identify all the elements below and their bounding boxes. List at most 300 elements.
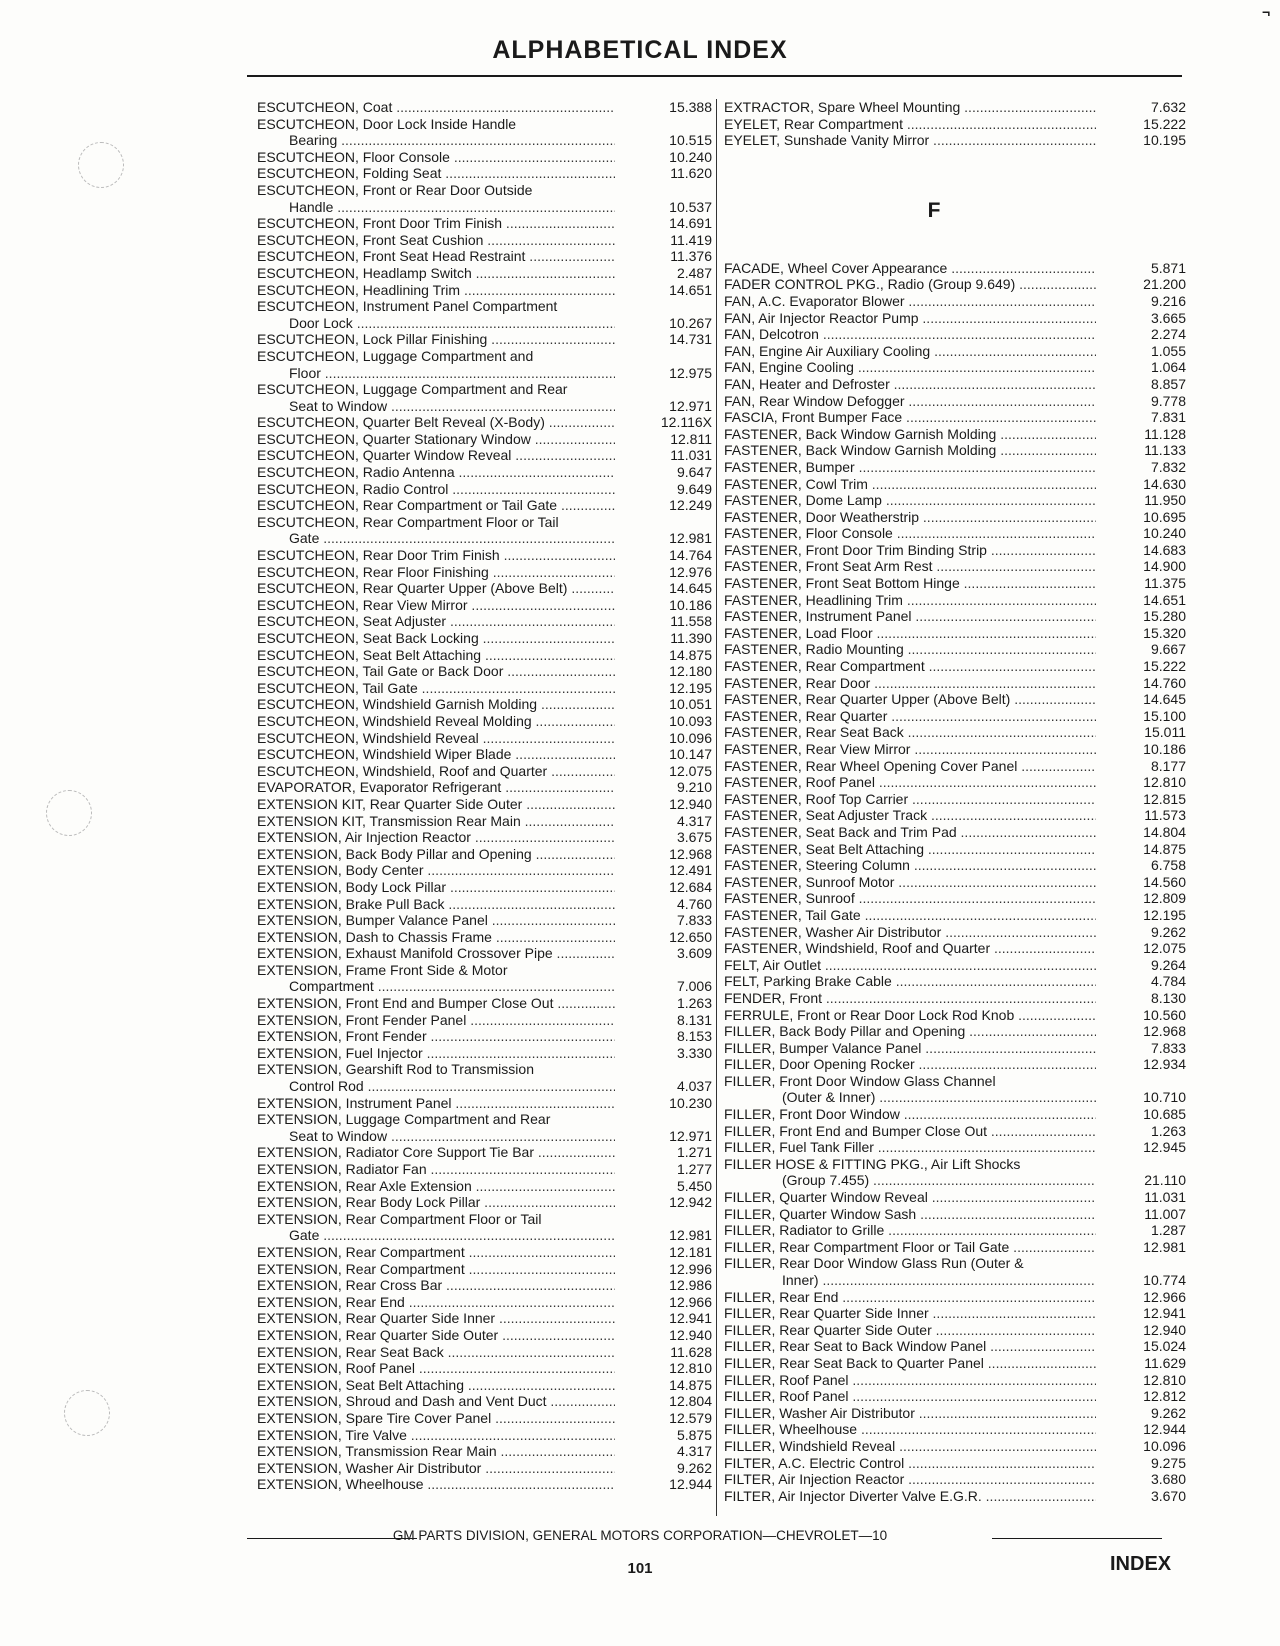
entry-page-ref: 15.222 (1143, 115, 1186, 132)
index-entry (257, 116, 712, 133)
entry-page-ref: 12.934 (1143, 1056, 1186, 1073)
index-column-right (724, 99, 1186, 1504)
entry-label: FILLER, Fuel Tank Filler ..... (724, 1139, 1096, 1156)
entry-page-ref: 14.875 (1143, 840, 1186, 857)
entry-page-ref: 11.628 (670, 1343, 712, 1360)
entry-page-ref: 10.695 (1143, 508, 1186, 525)
index-entry (724, 741, 1186, 758)
entry-page-ref: 1.271 (676, 1144, 712, 1161)
index-entry (724, 874, 1186, 891)
index-entry (724, 1305, 1186, 1322)
entry-page-ref: 12.579 (669, 1409, 712, 1426)
entry-label: EXTENSION, Dash to Chassis Frame ..... (257, 929, 615, 946)
entry-page-ref: 21.200 (1143, 276, 1186, 293)
entry-label: EXTENSION, Gearshift Rod to Transmission (257, 1061, 534, 1078)
entry-page-ref: 12.815 (1143, 790, 1186, 807)
entry-page-ref: 12.195 (1143, 906, 1186, 923)
entry-label: EXTENSION KIT, Transmission Rear Main ..... (257, 813, 615, 830)
entry-page-ref: 12.966 (669, 1293, 712, 1310)
entry-page-ref: 10.774 (1143, 1272, 1186, 1288)
entry-page-ref: 4.037 (676, 1078, 712, 1095)
index-entry (257, 1410, 712, 1427)
index-entry (257, 265, 712, 282)
index-entry (724, 376, 1186, 393)
index-entry (724, 459, 1186, 476)
entry-label: ESCUTCHEON, Radio Antenna ..... (257, 464, 615, 481)
entry-page-ref: 11.419 (670, 231, 712, 248)
entry-label: FASTENER, Sunroof ..... (724, 890, 1096, 907)
entry-page-ref: 9.667 (1150, 641, 1186, 658)
entry-page-ref: 12.944 (669, 1476, 712, 1493)
index-entry (724, 857, 1186, 874)
entry-label: FASTENER, Rear Quarter ..... (724, 708, 1096, 725)
entry-label: EXTENSION, Front Fender ..... (257, 1028, 615, 1045)
entry-label: FAN, Heater and Defroster ..... (724, 376, 1096, 393)
entry-page-ref: 11.133 (1144, 442, 1186, 459)
entry-label: FASTENER, Rear Wheel Opening Cover Panel ..... (724, 758, 1096, 775)
entry-label: EVAPORATOR, Evaporator Refrigerant ..... (257, 779, 615, 796)
entry-page-ref: 9.275 (1150, 1454, 1186, 1471)
index-entry (257, 1360, 712, 1377)
index-entry (724, 1073, 1186, 1090)
index-entry (724, 957, 1186, 974)
entry-label: FASTENER, Rear Door ..... (724, 675, 1096, 692)
entry-page-ref: 4.317 (676, 1443, 712, 1460)
index-entry (257, 680, 712, 697)
entry-label: ESCUTCHEON, Seat Belt Attaching ..... (257, 647, 615, 664)
entry-page-ref: 12.940 (1143, 1321, 1186, 1338)
entry-label: EXTENSION, Fuel Injector ..... (257, 1045, 615, 1062)
entry-page-ref: 15.011 (1144, 724, 1186, 741)
index-entry (724, 1372, 1186, 1389)
entry-label: EXTENSION, Instrument Panel ..... (257, 1095, 615, 1112)
entry-page-ref: 12.940 (669, 1326, 712, 1343)
entry-page-ref: 6.758 (1150, 857, 1186, 874)
entry-label: FASTENER, Cowl Trim ..... (724, 476, 1096, 493)
entry-page-ref: 12.249 (669, 497, 712, 514)
entry-label: EXTENSION, Body Center ..... (257, 862, 615, 879)
section-letter-f: F (927, 198, 941, 222)
title-rule (247, 75, 1182, 77)
entry-label: FASTENER, Roof Panel ..... (724, 774, 1096, 791)
entry-page-ref: 14.804 (1143, 823, 1186, 840)
index-entry (724, 724, 1186, 741)
entry-page-ref: 15.280 (1143, 608, 1186, 625)
entry-label: ESCUTCHEON, Rear Door Trim Finish ..... (257, 547, 615, 564)
index-entry (257, 165, 712, 182)
entry-label: FILLER, Back Body Pillar and Opening ..... (724, 1023, 1096, 1040)
index-entry (724, 132, 1186, 149)
index-entry (724, 1488, 1186, 1505)
entry-label: FASTENER, Steering Column ..... (724, 857, 1096, 874)
entry-page-ref: 14.875 (669, 646, 712, 663)
index-entry (724, 807, 1186, 824)
entry-label: ESCUTCHEON, Front Seat Head Restraint ..... (257, 248, 615, 265)
entry-label: FILLER, Washer Air Distributor ..... (724, 1405, 1096, 1422)
index-entry (257, 696, 712, 713)
entry-page-ref: 12.996 (669, 1260, 712, 1277)
entry-page-ref: 12.491 (669, 862, 712, 879)
entry-page-ref: 10.147 (669, 746, 712, 763)
entry-page-ref: 5.871 (1150, 259, 1186, 276)
entry-label: ESCUTCHEON, Front or Rear Door Outside (257, 181, 533, 198)
entry-page-ref: 12.966 (1143, 1288, 1186, 1305)
entry-page-ref: 12.941 (1143, 1305, 1186, 1322)
index-entry (257, 1244, 712, 1261)
index-entry (724, 116, 1186, 133)
entry-page-ref: 15.024 (1143, 1338, 1186, 1355)
entry-page-ref: 10.096 (1143, 1437, 1186, 1454)
entry-page-ref: 11.950 (1144, 492, 1186, 509)
index-entry (257, 365, 712, 382)
entry-label: FASCIA, Front Bumper Face ..... (724, 409, 1096, 426)
index-entry (257, 796, 712, 813)
entry-page-ref: 10.240 (669, 148, 712, 165)
page-number: 101 (627, 1560, 653, 1577)
entry-page-ref: 12.116X (660, 414, 712, 431)
entry-page-ref: 10.093 (669, 712, 712, 729)
index-entry (724, 907, 1186, 924)
entry-label: EXTENSION, Rear Compartment Floor or Tail (257, 1210, 542, 1227)
entry-label: FAN, Delcotron ..... (724, 326, 1096, 343)
entry-label: EXTENSION, Front End and Bumper Close Out ..... (257, 995, 615, 1012)
entry-page-ref: 1.277 (676, 1161, 712, 1177)
entry-page-ref: 12.811 (670, 430, 712, 447)
entry-page-ref: 9.210 (676, 779, 712, 796)
index-entry (257, 1261, 712, 1278)
index-entry (257, 597, 712, 614)
index-entry (724, 393, 1186, 410)
entry-page-ref: 3.670 (1150, 1487, 1186, 1504)
entry-page-ref: 1.064 (1150, 359, 1186, 376)
entry-page-ref: 9.262 (676, 1459, 712, 1476)
index-entry (724, 359, 1186, 376)
index-entry (257, 1327, 712, 1344)
entry-page-ref: 12.971 (669, 397, 712, 414)
entry-label: ESCUTCHEON, Coat ..... (257, 99, 615, 116)
entry-label: FASTENER, Door Weatherstrip ..... (724, 509, 1096, 526)
entry-label: ESCUTCHEON, Seat Back Locking ..... (257, 630, 615, 647)
index-entry (724, 625, 1186, 642)
index-entry (724, 1322, 1186, 1339)
index-entry (257, 414, 712, 431)
index-entry (724, 973, 1186, 990)
entry-page-ref: 12.945 (1143, 1139, 1186, 1156)
entry-page-ref: 9.216 (1150, 292, 1186, 309)
footer-rule-right (992, 1538, 1162, 1539)
binder-hole-bottom (64, 1390, 110, 1436)
index-entry (724, 774, 1186, 791)
entry-label: FACADE, Wheel Cover Appearance ..... (724, 260, 1096, 277)
entry-page-ref: 9.262 (1150, 923, 1186, 940)
index-entry (724, 442, 1186, 459)
index-entry (257, 713, 712, 730)
entry-label: (Group 7.455) ..... (724, 1172, 1096, 1189)
entry-page-ref: 12.181 (669, 1243, 712, 1260)
entry-page-ref: 14.764 (669, 547, 712, 564)
index-entry (257, 613, 712, 630)
entry-label: ESCUTCHEON, Luggage Compartment and (257, 347, 534, 364)
index-entry (257, 348, 712, 365)
index-entry (724, 1438, 1186, 1455)
index-entry (724, 343, 1186, 360)
entry-page-ref: 2.274 (1150, 326, 1186, 343)
entry-label: EXTENSION, Front Fender Panel ..... (257, 1012, 615, 1029)
entry-label: FERRULE, Front or Rear Door Lock Rod Knob ..... (724, 1007, 1096, 1024)
entry-label: Handle ..... (257, 199, 615, 216)
entry-label: EXTENSION, Transmission Rear Main ..... (257, 1443, 615, 1460)
entry-label: EXTENSION, Washer Air Distributor ..... (257, 1460, 615, 1477)
entry-page-ref: 12.968 (1143, 1023, 1186, 1040)
entry-label: ESCUTCHEON, Luggage Compartment and Rear (257, 381, 568, 398)
entry-page-ref: 1.055 (1150, 342, 1186, 359)
index-entry (724, 791, 1186, 808)
index-entry (257, 846, 712, 863)
entry-page-ref: 4.317 (676, 812, 712, 829)
index-entry (724, 1388, 1186, 1405)
entry-page-ref: 12.810 (669, 1360, 712, 1377)
entry-label: EXTENSION, Air Injection Reactor ..... (257, 829, 615, 846)
index-entry (257, 763, 712, 780)
entry-label: FASTENER, Load Floor ..... (724, 625, 1096, 642)
entry-page-ref: 11.007 (1144, 1205, 1186, 1222)
entry-page-ref: 12.650 (669, 928, 712, 945)
entry-page-ref: 11.031 (670, 447, 712, 464)
index-entry (257, 829, 712, 846)
index-entry (724, 1421, 1186, 1438)
entry-label: FASTENER, Seat Adjuster Track ..... (724, 807, 1096, 824)
entry-label: FASTENER, Back Window Garnish Molding ..... (724, 426, 1096, 443)
entry-label: FILLER, Quarter Window Reveal ..... (724, 1189, 1096, 1206)
entry-label: FASTENER, Sunroof Motor ..... (724, 874, 1096, 891)
entry-label: FILLER, Rear Compartment Floor or Tail Gate ..... (724, 1239, 1096, 1256)
entry-page-ref: 8.131 (676, 1011, 712, 1028)
entry-label: FAN, Engine Air Auxiliary Cooling ..... (724, 343, 1096, 360)
section-spacer (724, 240, 1186, 260)
entry-label: FASTENER, Tail Gate ..... (724, 907, 1096, 924)
index-entry (257, 647, 712, 664)
index-entry (257, 381, 712, 398)
index-entry (724, 476, 1186, 493)
entry-label: EXTRACTOR, Spare Wheel Mounting ..... (724, 99, 1096, 116)
entry-page-ref: 12.075 (1143, 940, 1186, 957)
entry-label: FILLER, Wheelhouse ..... (724, 1421, 1096, 1438)
entry-label: ESCUTCHEON, Front Seat Cushion ..... (257, 232, 615, 249)
entry-page-ref: 10.560 (1143, 1006, 1186, 1023)
entry-page-ref: 10.710 (1143, 1089, 1186, 1106)
entry-label: FILLER, Rear Quarter Side Outer ..... (724, 1322, 1096, 1339)
entry-label: FAN, Engine Cooling ..... (724, 359, 1096, 376)
entry-label: EXTENSION, Radiator Core Support Tie Bar ..... (257, 1144, 615, 1161)
entry-label: EXTENSION, Rear Seat Back ..... (257, 1344, 615, 1361)
entry-label: EXTENSION, Tire Valve ..... (257, 1427, 615, 1444)
entry-page-ref: 12.976 (669, 563, 712, 580)
index-entry (257, 896, 712, 913)
entry-page-ref: 14.731 (669, 331, 712, 348)
index-entry (724, 592, 1186, 609)
entry-page-ref: 3.330 (676, 1044, 712, 1061)
index-entry (257, 912, 712, 929)
entry-label: EXTENSION, Rear Cross Bar ..... (257, 1277, 615, 1294)
index-entry (724, 409, 1186, 426)
index-entry (257, 331, 712, 348)
entry-label: Inner) ..... (724, 1272, 1096, 1289)
entry-page-ref: 12.812 (1143, 1388, 1186, 1405)
entry-page-ref: 14.683 (1143, 541, 1186, 558)
index-entry (724, 542, 1186, 559)
entry-page-ref: 12.944 (1143, 1421, 1186, 1438)
entry-label: EXTENSION, Back Body Pillar and Opening ..... (257, 846, 615, 863)
index-entry (724, 708, 1186, 725)
entry-page-ref: 12.981 (669, 530, 712, 547)
entry-label: ESCUTCHEON, Tail Gate ..... (257, 680, 615, 697)
entry-label: FASTENER, Front Seat Bottom Hinge ..... (724, 575, 1096, 592)
entry-label: ESCUTCHEON, Lock Pillar Finishing ..... (257, 331, 615, 348)
index-entry (257, 1393, 712, 1410)
index-entry (257, 547, 712, 564)
index-entry (257, 464, 712, 481)
entry-label: ESCUTCHEON, Seat Adjuster ..... (257, 613, 615, 630)
entry-label: FILLER, Front End and Bumper Close Out ..... (724, 1123, 1096, 1140)
index-entry (724, 509, 1186, 526)
entry-label: ESCUTCHEON, Rear Quarter Upper (Above Belt) ..... (257, 580, 615, 597)
binder-hole-middle (46, 790, 92, 836)
entry-label: FASTENER, Rear Seat Back ..... (724, 724, 1096, 741)
index-entry (724, 1289, 1186, 1306)
entry-page-ref: 14.645 (1143, 691, 1186, 708)
index-entry (257, 1045, 712, 1062)
index-entry (724, 1405, 1186, 1422)
index-entry (724, 1355, 1186, 1372)
entry-label: Compartment ..... (257, 978, 615, 995)
entry-page-ref: 12.180 (669, 663, 712, 680)
entry-page-ref: 12.971 (669, 1127, 712, 1144)
entry-page-ref: 1.287 (1150, 1222, 1186, 1239)
entry-page-ref: 14.875 (669, 1376, 712, 1393)
entry-label: FILLER, Front Door Window Glass Channel (724, 1072, 996, 1089)
entry-label: FILLER, Rear End ..... (724, 1289, 1096, 1306)
entry-page-ref: 14.630 (1143, 475, 1186, 492)
entry-page-ref: 11.376 (670, 248, 712, 265)
index-entry (724, 1189, 1186, 1206)
index-entry (257, 962, 712, 979)
entry-page-ref: 7.833 (676, 912, 712, 929)
entry-page-ref: 10.186 (1143, 741, 1186, 757)
entry-label: FILLER, Front Door Window ..... (724, 1106, 1096, 1123)
index-entry (257, 315, 712, 332)
entry-page-ref: 11.128 (1144, 425, 1186, 442)
index-entry (724, 890, 1186, 907)
entry-page-ref: 10.096 (669, 729, 712, 746)
index-entry (724, 575, 1186, 592)
entry-label: FASTENER, Rear Quarter Upper (Above Belt) ..... (724, 691, 1096, 708)
entry-label: FILTER, Air Injector Diverter Valve E.G.R. ..... (724, 1488, 1096, 1505)
entry-label: FASTENER, Seat Belt Attaching ..... (724, 841, 1096, 858)
entry-label: ESCUTCHEON, Rear Compartment Floor or Tail (257, 513, 559, 530)
index-entry (257, 431, 712, 448)
index-entry (257, 447, 712, 464)
entry-page-ref: 5.450 (676, 1177, 712, 1194)
entry-page-ref: 15.100 (1143, 707, 1186, 724)
entry-label: ESCUTCHEON, Windshield Reveal ..... (257, 730, 615, 747)
entry-page-ref: 9.778 (1150, 392, 1186, 409)
index-entry (724, 658, 1186, 675)
entry-label: FASTENER, Rear Compartment ..... (724, 658, 1096, 675)
index-entry (724, 1206, 1186, 1223)
entry-page-ref: 14.900 (1143, 558, 1186, 575)
entry-label: FASTENER, Rear View Mirror ..... (724, 741, 1096, 758)
index-group-e-continued (724, 99, 1186, 149)
index-entry (257, 730, 712, 747)
entry-label: EYELET, Sunshade Vanity Mirror ..... (724, 132, 1096, 149)
binder-hole-top (78, 142, 124, 188)
entry-label: ESCUTCHEON, Door Lock Inside Handle (257, 115, 517, 132)
entry-label: EXTENSION, Radiator Fan ..... (257, 1161, 615, 1178)
index-entry (724, 691, 1186, 708)
index-entry (724, 1272, 1186, 1289)
entry-page-ref: 15.388 (669, 99, 712, 115)
index-entry (257, 580, 712, 597)
index-entry (724, 1040, 1186, 1057)
entry-label: ESCUTCHEON, Quarter Window Reveal ..... (257, 447, 615, 464)
entry-page-ref: 12.075 (669, 762, 712, 779)
index-entry (257, 779, 712, 796)
index-entry (724, 1007, 1186, 1024)
entry-label: Floor ..... (257, 365, 615, 382)
entry-page-ref: 12.940 (669, 795, 712, 812)
index-entry (724, 1106, 1186, 1123)
entry-label: FILLER, Rear Door Window Glass Run (Outer & (724, 1255, 1024, 1272)
entry-label: FAN, Air Injector Reactor Pump ..... (724, 310, 1096, 327)
entry-label: FASTENER, Windshield, Roof and Quarter ..... (724, 940, 1096, 957)
index-group-f (724, 260, 1186, 1505)
entry-label: ESCUTCHEON, Front Door Trim Finish ..... (257, 215, 615, 232)
entry-label: FILLER, Rear Quarter Side Inner ..... (724, 1305, 1096, 1322)
index-entry (257, 1344, 712, 1361)
entry-page-ref: 12.975 (669, 364, 712, 381)
index-entry (257, 398, 712, 415)
entry-label: EXTENSION, Rear Compartment ..... (257, 1261, 615, 1278)
index-entry (257, 132, 712, 149)
entry-page-ref: 4.784 (1150, 973, 1186, 990)
entry-page-ref: 5.875 (676, 1426, 712, 1443)
entry-page-ref: 12.810 (1143, 774, 1186, 791)
entry-page-ref: 12.981 (669, 1227, 712, 1244)
entry-page-ref: 15.320 (1143, 624, 1186, 641)
entry-page-ref: 4.760 (676, 895, 712, 912)
index-entry (257, 1095, 712, 1112)
entry-page-ref: 10.240 (1143, 525, 1186, 542)
entry-label: Control Rod ..... (257, 1078, 615, 1095)
entry-label: Seat to Window ..... (257, 1128, 615, 1145)
entry-label: ESCUTCHEON, Windshield Reveal Molding ..... (257, 713, 615, 730)
entry-label: FELT, Parking Brake Cable ..... (724, 973, 1096, 990)
index-entry (724, 1222, 1186, 1239)
entry-page-ref: 12.981 (1143, 1238, 1186, 1255)
index-entry (724, 641, 1186, 658)
entry-label: ESCUTCHEON, Windshield, Roof and Quarter ..... (257, 763, 615, 780)
entry-page-ref: 3.680 (1150, 1471, 1186, 1488)
entry-page-ref: 10.515 (669, 132, 712, 149)
entry-page-ref: 11.620 (670, 165, 712, 182)
index-entry (724, 1239, 1186, 1256)
index-entry (257, 1078, 712, 1095)
entry-page-ref: 9.649 (676, 480, 712, 497)
entry-label: FASTENER, Seat Back and Trim Pad ..... (724, 824, 1096, 841)
index-entry (724, 326, 1186, 343)
index-entry (257, 1178, 712, 1195)
entry-label: ESCUTCHEON, Headlamp Switch ..... (257, 265, 615, 282)
